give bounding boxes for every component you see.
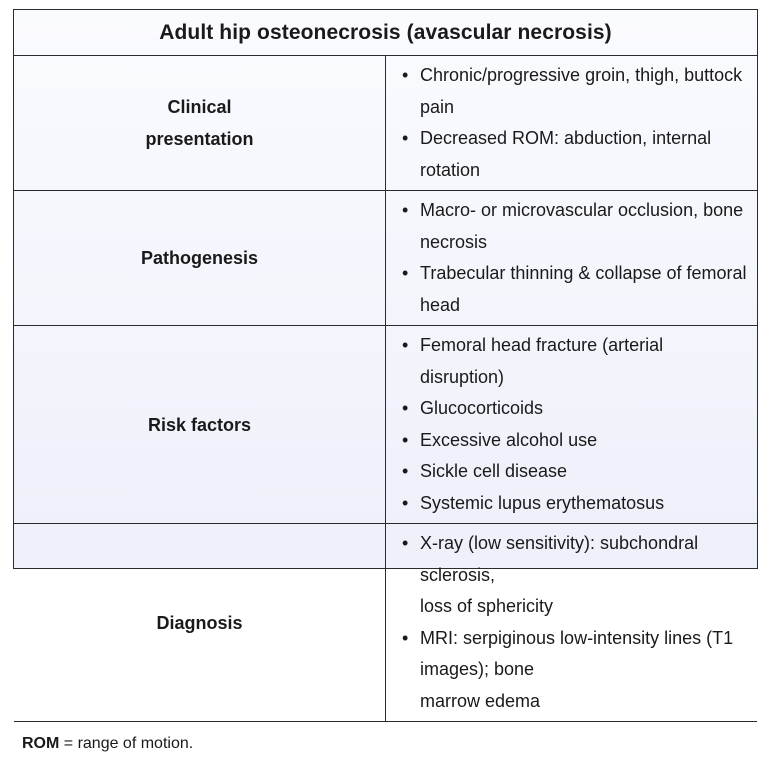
list-item (400, 123, 747, 186)
footer-row (14, 722, 757, 765)
row-content (386, 56, 758, 191)
table-row-pathogenesis (14, 191, 757, 326)
list-item-text: Excessive alcohol use (420, 430, 597, 450)
list-item (400, 528, 747, 623)
bullet-icon: • (402, 330, 408, 362)
list-item-text: MRI: serpiginous low-intensity lines (T1 images); bone marrow edema (420, 628, 733, 711)
row-label-line: presentation (145, 129, 253, 149)
list-item-text: Trabecular thinning & collapse of femoral head (420, 263, 747, 315)
bullet-icon: • (402, 528, 408, 560)
bullet-icon: • (402, 195, 408, 227)
bullet-icon: • (402, 123, 408, 155)
list-item-text: Systemic lupus erythematosus (420, 493, 664, 513)
bullet-icon: • (402, 488, 408, 520)
table-row-diagnosis (14, 524, 757, 722)
row-label-line: Risk factors (148, 415, 251, 435)
list-item-text: Decreased ROM: abduction, internal rotation (420, 128, 711, 180)
row-label (14, 56, 386, 191)
row-label (14, 524, 386, 722)
row-content (386, 326, 758, 524)
list-item (400, 195, 747, 258)
row-label-line: Clinical (167, 97, 231, 117)
bullet-list (400, 60, 747, 186)
bullet-icon: • (402, 60, 408, 92)
bullet-icon: • (402, 623, 408, 655)
list-item (400, 488, 747, 520)
table-title: Adult hip osteonecrosis (avascular necrosis) (14, 10, 757, 56)
list-item-text: Sickle cell disease (420, 461, 567, 481)
list-item-text: Chronic/progressive groin, thigh, buttock pain (420, 65, 742, 117)
bullet-icon: • (402, 258, 408, 290)
bullet-icon: • (402, 425, 408, 457)
list-item-text: Glucocorticoids (420, 398, 543, 418)
bullet-list (400, 330, 747, 519)
bullet-list (400, 528, 747, 717)
bullet-icon: • (402, 393, 408, 425)
list-item-text: X-ray (low sensitivity): subchondral sclerosis, loss of sphericity (420, 533, 698, 616)
row-label-line: Pathogenesis (141, 248, 258, 268)
row-label-line: Diagnosis (156, 613, 242, 633)
row-label (14, 191, 386, 326)
row-label (14, 326, 386, 524)
list-item (400, 258, 747, 321)
list-item (400, 60, 747, 123)
list-item (400, 330, 747, 393)
list-item (400, 456, 747, 488)
footnote (14, 722, 757, 765)
bullet-icon: • (402, 456, 408, 488)
list-item (400, 623, 747, 718)
footnote-definition: = range of motion. (59, 735, 193, 752)
row-content (386, 524, 758, 722)
osteonecrosis-summary-table (13, 9, 758, 569)
list-item-text: Femoral head fracture (arterial disruption) (420, 335, 663, 387)
bullet-list (400, 195, 747, 321)
summary-table (14, 10, 757, 765)
list-item-text: Macro- or microvascular occlusion, bone necrosis (420, 200, 743, 252)
table-row-risk-factors (14, 326, 757, 524)
footnote-abbreviation: ROM (22, 735, 59, 752)
list-item (400, 425, 747, 457)
title-row (14, 10, 757, 56)
row-content (386, 191, 758, 326)
list-item (400, 393, 747, 425)
table-row-clinical-presentation (14, 56, 757, 191)
